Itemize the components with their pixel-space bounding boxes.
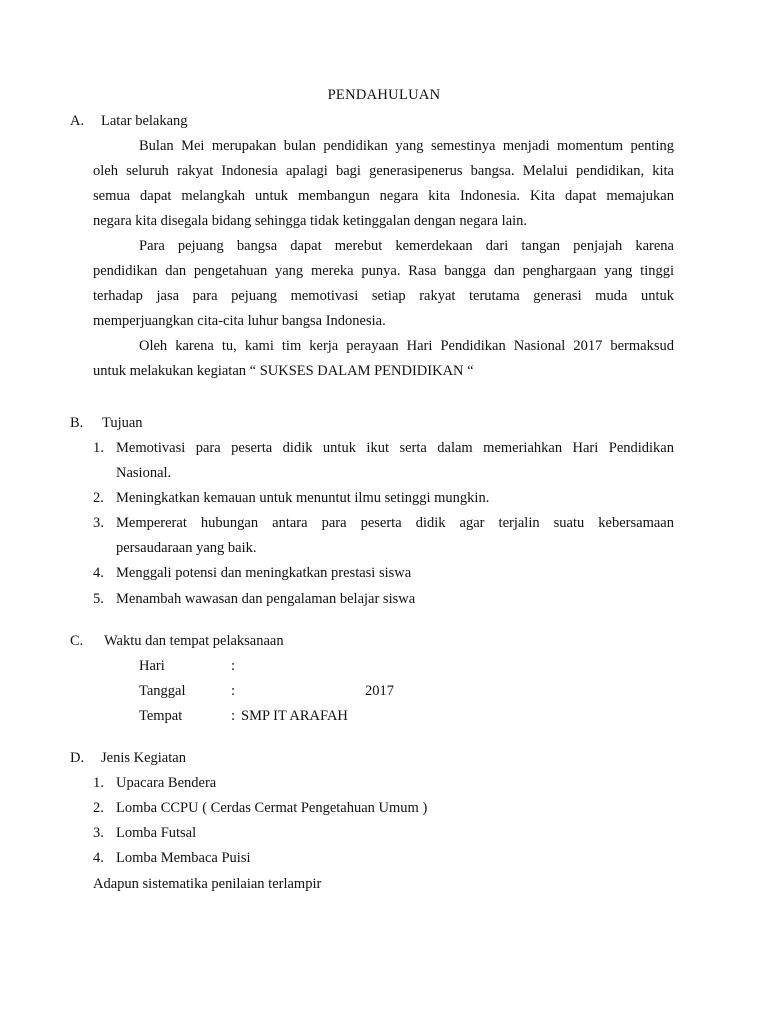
paragraph-line: Oleh karena tu, kami tim kerja perayaan Hari Pendidikan Nasional 2017 bermaksud (139, 338, 674, 354)
paragraph-line: negara kita disegala bidang sehingga tidak ketinggalan dengan negara lain. (93, 213, 528, 229)
schedule-label-tanggal: Tanggal (139, 683, 186, 699)
paragraph-line: Bulan Mei merupakan bulan pendidikan yang semestinya menjadi momentum penting (139, 138, 674, 154)
schedule-value-tanggal: 2017 (365, 683, 394, 699)
paragraph-line: terhadap jasa para pejuang memotivasi setiap rakyat terutama generasi muda untuk (93, 288, 674, 304)
activity-item: Lomba Membaca Puisi (116, 850, 251, 866)
activity-item: Upacara Bendera (116, 775, 217, 791)
section-c-letter: C. (70, 633, 84, 649)
section-b-letter: B. (70, 415, 84, 431)
schedule-colon: : (231, 658, 236, 674)
paragraph-line: pendidikan dan pengetahuan yang mereka punya. Rasa bangga dan penghargaan yang tinggi (93, 263, 674, 279)
activity-item: Lomba Futsal (116, 825, 197, 841)
list-item-text: Memotivasi para peserta didik untuk ikut serta dalam memeriahkan Hari Pendidikan (116, 440, 674, 456)
paragraph-line: memperjuangkan cita-cita luhur bangsa Indonesia. (93, 313, 386, 329)
list-number: 3. (93, 515, 104, 531)
document-title: PENDAHULUAN (327, 87, 441, 103)
section-a-heading: Latar belakang (101, 113, 188, 129)
list-number: 4. (93, 565, 104, 581)
section-d-letter: D. (70, 750, 85, 766)
schedule-colon: : (231, 708, 236, 724)
schedule-value-tempat: SMP IT ARAFAH (241, 708, 348, 724)
list-number: 1. (93, 775, 104, 791)
list-item-text: persaudaraan yang baik. (116, 540, 257, 556)
schedule-label-hari: Hari (139, 658, 165, 674)
list-item-text: Menambah wawasan dan pengalaman belajar siswa (116, 591, 416, 607)
section-a-letter: A. (70, 113, 85, 129)
list-item-text: Mempererat hubungan antara para peserta didik agar terjalin suatu kebersamaan (116, 515, 674, 531)
list-number: 4. (93, 850, 104, 866)
section-b-heading: Tujuan (102, 415, 143, 431)
paragraph-line: semua dapat melangkah untuk membangun negara kita Indonesia. Kita dapat memajukan (93, 188, 674, 204)
activity-item: Lomba CCPU ( Cerdas Cermat Pengetahuan Umum ) (116, 800, 428, 816)
paragraph-line: untuk melakukan kegiatan “ SUKSES DALAM PENDIDIKAN “ (93, 363, 474, 379)
section-d-footer: Adapun sistematika penilaian terlampir (93, 876, 322, 892)
list-number: 2. (93, 490, 104, 506)
list-number: 5. (93, 591, 104, 607)
list-item-text: Meningkatkan kemauan untuk menuntut ilmu setinggi mungkin. (116, 490, 490, 506)
schedule-colon: : (231, 683, 236, 699)
schedule-label-tempat: Tempat (139, 708, 183, 724)
paragraph-line: oleh seluruh rakyat Indonesia apalagi bagi generasipenerus bangsa. Melalui pendidikan, kita (93, 163, 674, 179)
list-number: 2. (93, 800, 104, 816)
list-item-text: Nasional. (116, 465, 172, 481)
list-number: 1. (93, 440, 104, 456)
section-d-heading: Jenis Kegiatan (101, 750, 186, 766)
section-c-heading: Waktu dan tempat pelaksanaan (104, 633, 284, 649)
list-number: 3. (93, 825, 104, 841)
paragraph-line: Para pejuang bangsa dapat merebut kemerdekaan dari tangan penjajah karena (139, 238, 674, 254)
list-item-text: Menggali potensi dan meningkatkan prestasi siswa (116, 565, 412, 581)
